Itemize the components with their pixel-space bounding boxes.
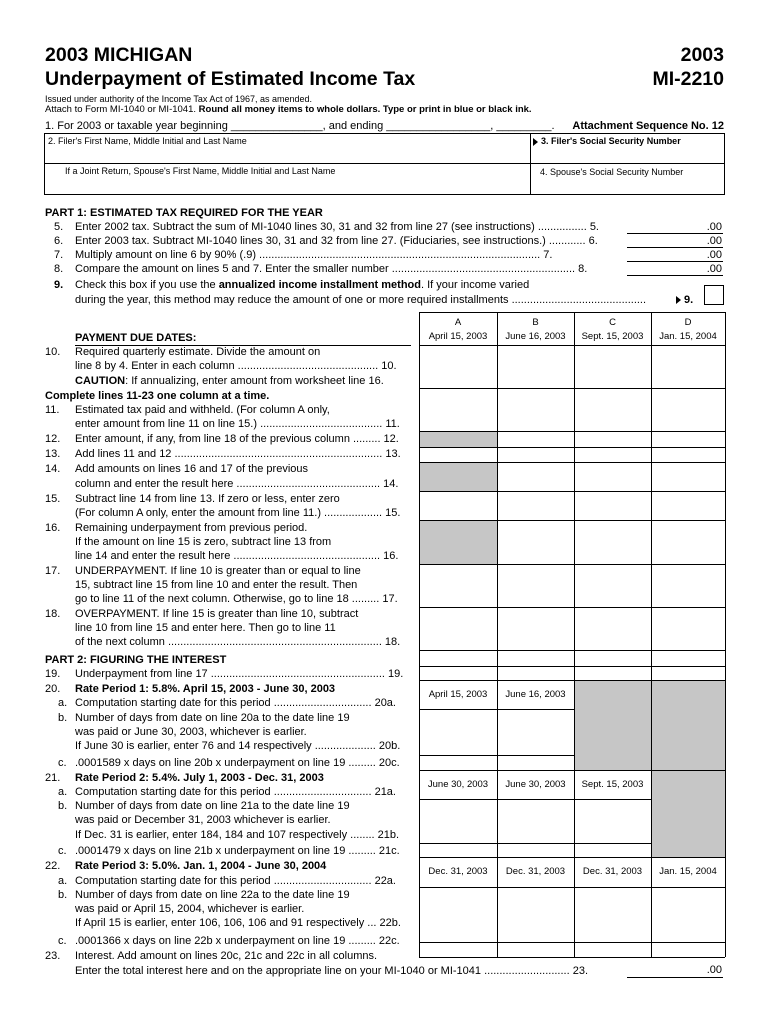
attach-bold: Round all money items to whole dollars. Type or print in blue or black ink. xyxy=(198,104,532,115)
filer-name-field[interactable]: 2. Filer's First Name, Middle Initial and Last Name xyxy=(48,136,247,146)
line9-text-d: during the year, this method may reduce the amount of one or more required installments ............................................ xyxy=(75,294,647,306)
caution-text: CAUTION: If annualizing, enter amount from worksheet line 16. xyxy=(75,375,384,387)
rate-period1-title: Rate Period 1: 5.8%. April 15, 2003 - June 30, 2003 xyxy=(75,683,336,695)
line21b-text3: If Dec. 31 is earlier, enter 184, 184 and 107 respectively ........ 21b. xyxy=(75,829,400,841)
arrow-right-icon xyxy=(676,296,681,304)
line8-text: Compare the amount on lines 5 and 7. Enter the smaller number ............................................................ 8. xyxy=(75,263,588,275)
col-d-date: Jan. 15, 2004 xyxy=(659,331,717,342)
row-border xyxy=(419,666,725,667)
line1-taxable-year[interactable]: 1. For 2003 or taxable year beginning _______________, and ending _________________, _________. xyxy=(45,120,555,132)
row14-line1: Add amounts on lines 16 and 17 of the previous xyxy=(75,463,308,475)
row-border xyxy=(419,857,725,858)
col-b-date: June 16, 2003 xyxy=(505,331,566,342)
spouse-ssn-field[interactable]: 4. Spouse's Social Security Number xyxy=(540,167,684,177)
shaded-cell xyxy=(420,463,497,491)
row-border xyxy=(419,650,725,651)
row-border xyxy=(419,942,725,943)
p3-date-b: Dec. 31, 2003 xyxy=(505,866,566,877)
line20c-text: .0001589 x days on line 20b x underpayment on line 19 ......... 20c. xyxy=(75,757,400,769)
line23-amount: .00 xyxy=(706,964,722,976)
attach-instructions xyxy=(45,104,532,115)
names-divider xyxy=(44,163,725,164)
row11-line2: enter amount from line 11 on line 15.) ........................................ 11. xyxy=(75,418,400,430)
rate-period2-title: Rate Period 2: 5.4%. July 1, 2003 - Dec. 31, 2003 xyxy=(75,772,324,784)
line9-label xyxy=(676,293,693,307)
shaded-cell xyxy=(652,771,725,857)
part2-heading: PART 2: FIGURING THE INTEREST xyxy=(45,654,227,666)
row-border xyxy=(419,447,725,448)
line19-text: Underpayment from line 17 ......................................................... 19. xyxy=(75,668,404,680)
form-title-line1: 2003 MICHIGAN xyxy=(45,44,193,66)
rate-period3-title: Rate Period 3: 5.0%. Jan. 1, 2004 - June 30, 2004 xyxy=(75,860,327,872)
spouse-name-field[interactable]: If a Joint Return, Spouse's First Name, Middle Initial and Last Name xyxy=(65,166,336,176)
row16-line1: Remaining underpayment from previous period. xyxy=(75,522,308,534)
row12-number: 12. xyxy=(45,433,61,445)
shaded-cell xyxy=(575,681,651,770)
p3-date-a: Dec. 31, 2003 xyxy=(428,866,488,877)
row17-line1: UNDERPAYMENT. If line 10 is greater than or equal to line xyxy=(75,565,361,577)
line7-number: 7. xyxy=(54,249,64,261)
filer-ssn-label: 3. Filer's Social Security Number xyxy=(541,136,681,146)
row17-line3: go to line 11 of the next column. Otherwise, go to line 18 ......... 17. xyxy=(75,593,398,605)
col-a-date: April 15, 2003 xyxy=(428,331,488,342)
row14-line2: column and enter the result here ............................................... 14. xyxy=(75,478,399,490)
line7-amount: .00 xyxy=(706,249,722,261)
authority-text: Issued under authority of the Income Tax Act of 1967, as amended. xyxy=(45,94,313,104)
p3-date-c: Dec. 31, 2003 xyxy=(582,866,643,877)
line5-text: Enter 2002 tax. Subtract the sum of MI-1040 lines 30, 31 and 32 from line 27 (see instructions) ................ 5. xyxy=(75,221,599,233)
form-year: 2003 xyxy=(680,44,724,66)
annualized-method-checkbox[interactable] xyxy=(704,285,724,305)
line22b-text2: was paid or April 15, 2004, whichever is earlier. xyxy=(75,903,305,915)
caution-body: : If annualizing, enter amount from worksheet line 16. xyxy=(125,375,384,387)
row15-line2: (For column A only, enter the amount from line 11.) ................... 15. xyxy=(75,507,401,519)
line9-text-b: annualized income installment method xyxy=(218,279,421,291)
line20b-text1: Number of days from date on line 20a to the date line 19 xyxy=(75,712,350,724)
row13-line1: Add lines 11 and 12 .................................................................... 13. xyxy=(75,448,401,460)
table-top-border xyxy=(419,312,725,313)
line6-amount: .00 xyxy=(706,235,722,247)
line6-number: 6. xyxy=(54,235,64,247)
arrow-right-icon xyxy=(533,138,538,146)
row13-number: 13. xyxy=(45,448,61,460)
attachment-sequence: Attachment Sequence No. 12 xyxy=(572,120,724,132)
shaded-cell xyxy=(420,432,497,447)
line21b-text1: Number of days from date on line 21a to the date line 19 xyxy=(75,800,350,812)
row15-line1: Subtract line 14 from line 13. If zero or less, enter zero xyxy=(75,493,340,505)
row-border xyxy=(419,957,725,958)
line23-text1: Interest. Add amount on lines 20c, 21c and 22c in all columns. xyxy=(75,950,378,962)
p1-date-b: June 16, 2003 xyxy=(505,689,566,700)
form-title-line2: Underpayment of Estimated Income Tax xyxy=(45,68,416,90)
line5-amount: .00 xyxy=(706,221,722,233)
line7-text: Multiply amount on line 6 by 90% (.9) ............................................................................................ 7. xyxy=(75,249,553,261)
p2-date-a: June 30, 2003 xyxy=(427,779,489,790)
line20a-text: Computation starting date for this period ................................ 20a. xyxy=(75,697,396,709)
line22a-text: Computation starting date for this period ................................ 22a. xyxy=(75,875,396,887)
line9-text xyxy=(75,278,529,292)
form-number: MI-2210 xyxy=(652,68,724,90)
line9-num: 9. xyxy=(684,294,694,306)
line9-text-a: Check this box if you use the xyxy=(75,279,219,291)
row11-number: 11. xyxy=(45,404,60,416)
row17-line2: 15, subtract line 15 from line 10 and enter the result. Then xyxy=(75,579,358,591)
line6-text: Enter 2003 tax. Subtract MI-1040 lines 30, 31 and 32 from line 27. (Fiduciaries, see instructions.) ............ 6. xyxy=(75,235,598,247)
row16-line3: line 14 and enter the result here ................................................ 16. xyxy=(75,550,399,562)
line22b-text1: Number of days from date on line 22a to the date line 19 xyxy=(75,889,350,901)
row12-line1: Enter amount, if any, from line 18 of the previous column ......... 12. xyxy=(75,433,399,445)
col-c-date: Sept. 15, 2003 xyxy=(581,331,644,342)
row18-number: 18. xyxy=(45,608,61,620)
line8-number: 8. xyxy=(54,263,64,275)
row18-line3: of the next column ...................................................................... 18. xyxy=(75,636,401,648)
filer-ssn-field[interactable] xyxy=(533,136,681,146)
row14-number: 14. xyxy=(45,463,61,475)
part1-heading: PART 1: ESTIMATED TAX REQUIRED FOR THE YEAR xyxy=(45,207,323,219)
row17-number: 17. xyxy=(45,565,61,577)
shaded-cell xyxy=(420,521,497,564)
col-a-letter: A xyxy=(454,317,462,328)
col-c-letter: C xyxy=(609,317,616,328)
payment-due-dates-label: PAYMENT DUE DATES: xyxy=(75,331,411,346)
shaded-cell xyxy=(652,681,725,770)
ssn-divider xyxy=(530,133,531,195)
line20b-text2: was paid or June 30, 2003, whichever is earlier. xyxy=(75,726,307,738)
row-border xyxy=(419,491,725,492)
line21a-text: Computation starting date for this period ................................ 21a. xyxy=(75,786,396,798)
line21c-text: .0001479 x days on line 21b x underpayment on line 19 ......... 21c. xyxy=(75,845,400,857)
complete-lines-text: Complete lines 11-23 one column at a time. xyxy=(45,390,270,402)
col-border-end xyxy=(725,312,726,957)
line22c-text: .0001366 x days on line 22b x underpayment on line 19 ......... 22c. xyxy=(75,935,400,947)
line9-number: 9. xyxy=(54,279,64,291)
row11-input-cells[interactable] xyxy=(420,389,725,431)
p2-date-b: June 30, 2003 xyxy=(505,779,566,790)
col-b-letter: B xyxy=(532,317,539,328)
row10-input-cells[interactable] xyxy=(420,346,725,388)
line23-text2: Enter the total interest here and on the appropriate line on your MI-1040 or MI-1041 ............................ 23. xyxy=(75,965,588,977)
line5-number: 5. xyxy=(54,221,64,233)
row16-number: 16. xyxy=(45,522,61,534)
row15-number: 15. xyxy=(45,493,61,505)
line8-amount: .00 xyxy=(706,263,722,275)
row10-line1: Required quarterly estimate. Divide the amount on xyxy=(75,346,321,358)
row16-line2: If the amount on line 15 is zero, subtract line 13 from xyxy=(75,536,332,548)
row10-line2: line 8 by 4. Enter in each column .............................................. 10. xyxy=(75,360,397,372)
row11-line1: Estimated tax paid and withheld. (For column A only, xyxy=(75,404,330,416)
p3-date-d: Jan. 15, 2004 xyxy=(659,866,717,877)
attach-prefix: Attach to Form MI-1040 or MI-1041. xyxy=(45,104,197,115)
col-d-letter: D xyxy=(684,317,692,328)
row-border xyxy=(419,564,725,565)
p1-date-a: April 15, 2003 xyxy=(428,689,488,700)
p2-date-c: Sept. 15, 2003 xyxy=(581,779,644,790)
row10-number: 10. xyxy=(45,346,61,358)
line20b-text3: If June 30 is earlier, enter 76 and 14 respectively .................... 20b. xyxy=(75,740,401,752)
row18-input-cells[interactable] xyxy=(420,608,725,650)
row18-line2: line 10 from line 15 and enter here. Then go to line 11 xyxy=(75,622,336,634)
row18-line1: OVERPAYMENT. If line 15 is greater than line 10, subtract xyxy=(75,608,359,620)
row-border xyxy=(419,887,725,888)
line21b-text2: was paid or December 31, 2003 whichever is earlier. xyxy=(75,814,331,826)
line22b-text3: If April 15 is earlier, enter 106, 106, 106 and 91 respectively ... 22b. xyxy=(75,917,401,929)
line9-text-c: . If your income varied xyxy=(421,279,530,291)
